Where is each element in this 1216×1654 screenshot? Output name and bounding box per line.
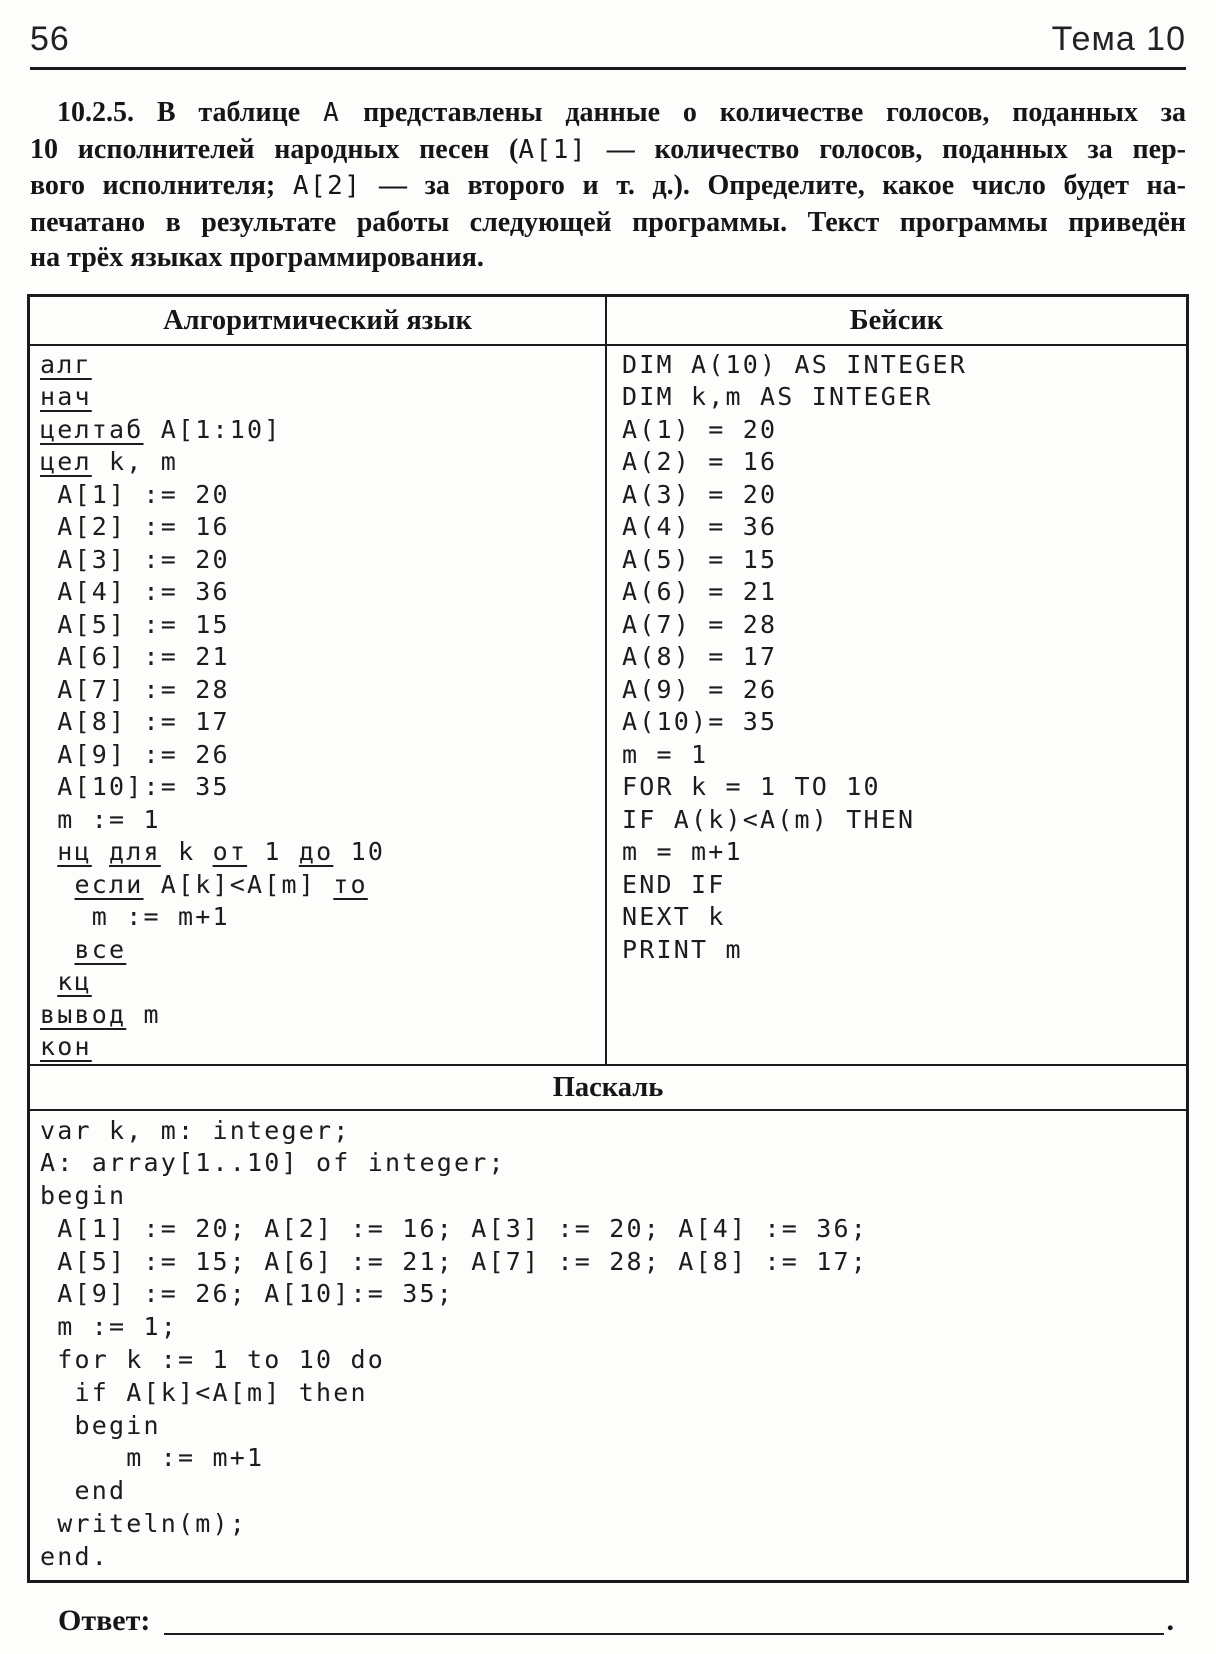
problem-statement bbox=[30, 95, 1186, 276]
code-line: end. bbox=[40, 1541, 110, 1571]
code-line bbox=[40, 901, 605, 934]
text-segment: 10 bbox=[333, 837, 386, 866]
code-line: m := m+1 bbox=[40, 1443, 265, 1473]
text-segment: A[k]<A[m] bbox=[143, 869, 334, 899]
text-segment bbox=[40, 935, 75, 964]
text-segment: A[3] := 20 bbox=[40, 544, 230, 574]
table-body-row bbox=[30, 346, 1186, 1064]
code-line: for k := 1 to 10 do bbox=[40, 1345, 386, 1375]
algorithmic-code-block bbox=[30, 346, 607, 1064]
code-line bbox=[40, 479, 605, 512]
text-segment: представлены данные о количестве голосов, поданных за bbox=[340, 97, 1186, 128]
code-line: DIM k,m AS INTEGER bbox=[622, 382, 933, 411]
problem-line bbox=[30, 132, 1186, 169]
keyword-underlined: целтаб bbox=[40, 414, 144, 444]
text-segment: A[5] := 15 bbox=[40, 609, 230, 639]
column-header-pascal: Паскаль bbox=[30, 1064, 1186, 1111]
text-segment: A[1:10] bbox=[143, 414, 282, 444]
header-rule bbox=[30, 67, 1186, 70]
text-segment: A[9] := 26 bbox=[40, 739, 230, 769]
code-line: A(5) = 15 bbox=[622, 544, 778, 574]
pascal-code-block bbox=[30, 1111, 1186, 1580]
page-header bbox=[0, 0, 1216, 59]
code-line: PRINT m bbox=[622, 934, 743, 964]
column-header-basic: Бейсик bbox=[849, 304, 944, 336]
keyword-underlined: до bbox=[298, 837, 334, 866]
text-segment: A[7] := 28 bbox=[40, 674, 230, 704]
keyword-underlined: алг bbox=[40, 349, 92, 379]
code-line: IF A(k)<A(m) THEN bbox=[622, 804, 916, 834]
code-line bbox=[40, 674, 605, 707]
keyword-underlined: нач bbox=[40, 382, 92, 411]
text-segment: печатано в результате работы следующей программы. Текст программы приведён bbox=[30, 206, 1186, 238]
code-line bbox=[40, 934, 605, 967]
code-line bbox=[40, 771, 605, 804]
text-segment: 1 bbox=[247, 837, 299, 866]
code-line: A(10)= 35 bbox=[622, 707, 778, 736]
text-segment: k bbox=[160, 837, 213, 866]
code-line: A(8) = 17 bbox=[622, 642, 778, 671]
text-segment: m := 1 bbox=[40, 804, 161, 834]
text-segment: A[2] := 16 bbox=[40, 512, 230, 541]
code-line: if A[k]<A[m] then bbox=[40, 1377, 368, 1407]
inline-code-fragment: A bbox=[323, 98, 341, 128]
inline-code-fragment: A[1] bbox=[518, 134, 588, 165]
code-line: A(2) = 16 bbox=[622, 447, 778, 476]
code-line: m = m+1 bbox=[622, 837, 743, 866]
text-segment: A[6] := 21 bbox=[40, 642, 230, 671]
problem-line bbox=[30, 168, 1186, 205]
page-number: 56 bbox=[30, 20, 70, 58]
code-line: writeln(m); bbox=[40, 1509, 248, 1539]
code-line: begin bbox=[40, 1181, 127, 1211]
code-line bbox=[40, 381, 605, 414]
code-line: m = 1 bbox=[622, 739, 709, 769]
text-segment: k, m bbox=[91, 447, 179, 476]
code-line: END IF bbox=[622, 869, 726, 899]
text-segment: A[1] := 20 bbox=[40, 479, 230, 509]
code-line: FOR k = 1 TO 10 bbox=[622, 772, 881, 801]
code-line bbox=[40, 349, 605, 382]
code-line: A[5] := 15; A[6] := 21; A[7] := 28; A[8] := 17; bbox=[40, 1246, 869, 1276]
text-segment: A[10]:= 35 bbox=[40, 772, 230, 801]
text-segment: — количество голосов, поданных за пер- bbox=[587, 133, 1186, 165]
code-line bbox=[40, 836, 605, 869]
topic-label: Тема 10 bbox=[1051, 20, 1186, 58]
code-line bbox=[40, 739, 605, 772]
problem-line bbox=[30, 95, 1186, 132]
code-line: A(6) = 21 bbox=[622, 577, 778, 606]
code-line: A(1) = 20 bbox=[622, 414, 778, 444]
code-line: A[1] := 20; A[2] := 16; A[3] := 20; A[4] := 36; bbox=[40, 1213, 869, 1243]
code-line: end bbox=[40, 1476, 127, 1506]
text-segment: A[4] := 36 bbox=[40, 577, 230, 606]
text-segment: вого исполнителя; bbox=[30, 170, 293, 201]
code-line bbox=[40, 609, 605, 642]
code-line: m := 1; bbox=[40, 1312, 179, 1342]
code-line: A(3) = 20 bbox=[622, 479, 778, 509]
code-line bbox=[40, 706, 605, 739]
text-segment bbox=[92, 837, 109, 866]
answer-row bbox=[58, 1604, 1174, 1638]
text-segment: m bbox=[126, 999, 161, 1029]
table-header-row bbox=[30, 297, 1186, 346]
code-line: A(9) = 26 bbox=[622, 674, 778, 704]
code-line: NEXT k bbox=[622, 902, 726, 931]
code-line bbox=[40, 576, 605, 609]
code-line bbox=[40, 966, 605, 999]
answer-blank-line bbox=[164, 1633, 1163, 1635]
text-segment bbox=[40, 967, 57, 996]
text-segment: m := m+1 bbox=[40, 902, 230, 931]
keyword-underlined: цел bbox=[40, 447, 92, 476]
code-line: A(4) = 36 bbox=[622, 512, 778, 541]
basic-code-block bbox=[607, 346, 1186, 1064]
code-line: A: array[1..10] of integer; bbox=[40, 1148, 506, 1178]
keyword-underlined: то bbox=[333, 869, 368, 899]
keyword-underlined: кон bbox=[40, 1032, 92, 1061]
code-line bbox=[40, 869, 605, 902]
code-line: var k, m: integer; bbox=[40, 1115, 351, 1145]
keyword-underlined: кц bbox=[57, 967, 92, 996]
answer-period: . bbox=[1166, 1603, 1174, 1637]
text-segment: A[8] := 17 bbox=[40, 707, 230, 736]
code-line bbox=[40, 804, 605, 837]
text-segment: — за второго и т. д.). Определите, какое число будет на- bbox=[361, 170, 1187, 201]
text-segment: 10.2.5. В таблице bbox=[57, 97, 324, 128]
keyword-underlined: если bbox=[74, 869, 144, 899]
code-line: A(7) = 28 bbox=[622, 609, 778, 639]
keyword-underlined: вывод bbox=[40, 999, 127, 1029]
problem-line bbox=[30, 240, 1186, 276]
text-segment: на трёх языках программирования. bbox=[30, 242, 484, 273]
keyword-underlined: от bbox=[212, 837, 248, 866]
code-line bbox=[40, 641, 605, 674]
code-line: DIM A(10) AS INTEGER bbox=[622, 349, 968, 379]
text-segment bbox=[40, 837, 57, 866]
keyword-underlined: нц bbox=[57, 837, 92, 866]
code-line: A[9] := 26; A[10]:= 35; bbox=[40, 1279, 455, 1309]
answer-label: Ответ: bbox=[58, 1603, 151, 1637]
problem-line bbox=[30, 205, 1186, 241]
code-line bbox=[40, 544, 605, 577]
column-header-algorithmic: Алгоритмический язык bbox=[30, 297, 607, 344]
code-line: begin bbox=[40, 1410, 161, 1440]
keyword-underlined: для bbox=[109, 837, 161, 866]
code-line bbox=[40, 999, 605, 1032]
code-line bbox=[40, 414, 605, 447]
code-line bbox=[40, 446, 605, 479]
program-listing-table bbox=[27, 294, 1189, 1583]
inline-code-fragment: A[2] bbox=[292, 171, 362, 201]
keyword-underlined: все bbox=[74, 934, 127, 964]
text-segment: 10 исполнителей народных песен ( bbox=[30, 133, 519, 165]
code-line bbox=[40, 1031, 605, 1064]
text-segment bbox=[40, 870, 75, 899]
code-line bbox=[40, 511, 605, 544]
